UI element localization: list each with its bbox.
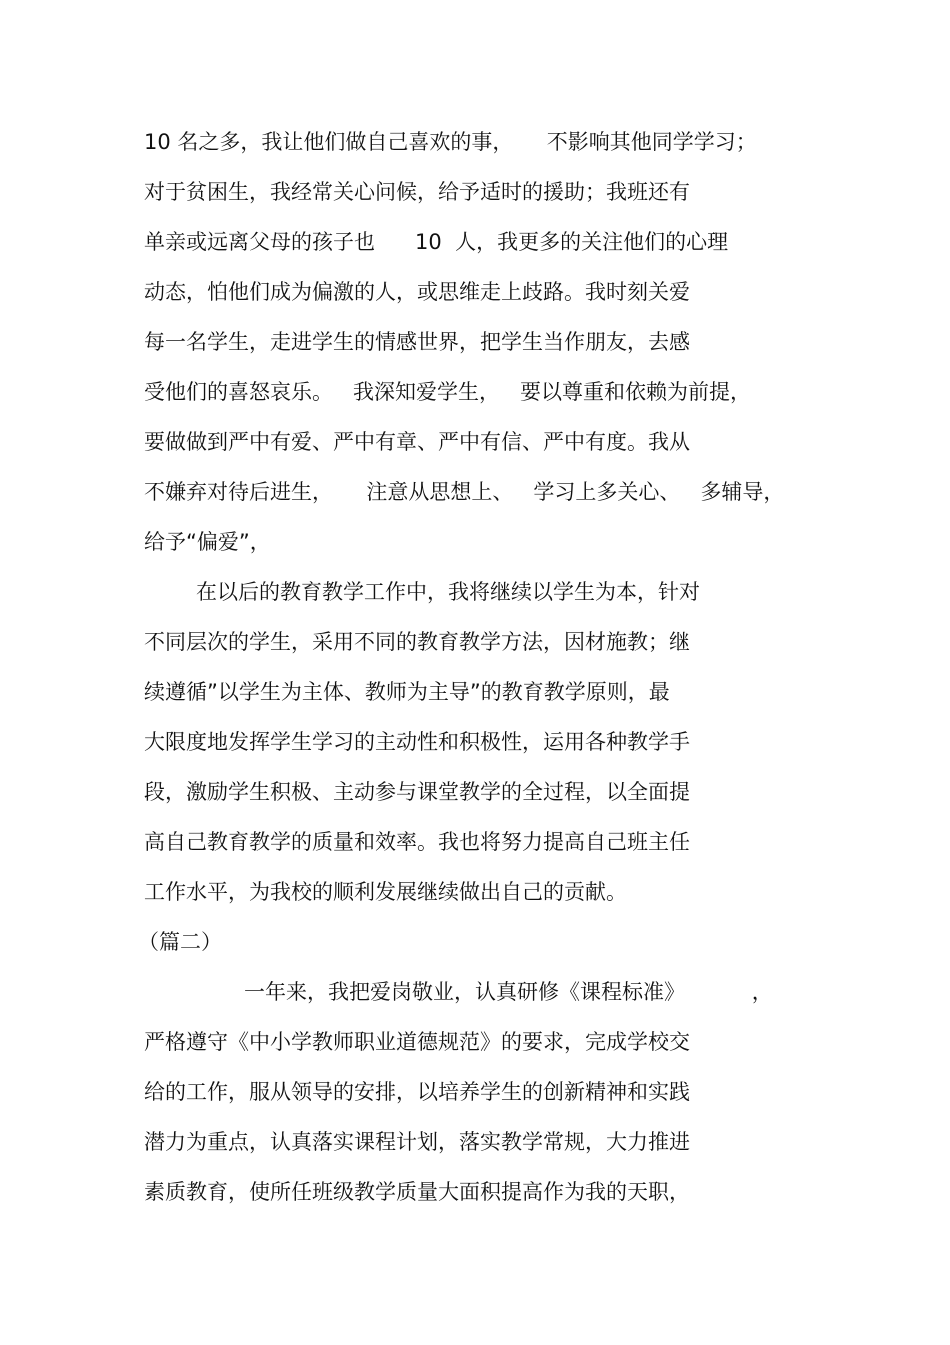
text-line: 素质教育，使所任班级教学质量大面积提高作为我的天职， [144,1180,690,1204]
text-line: 续遵循”以学生为主体、教师为主导”的教育教学原则，最 [144,680,670,704]
text-line: 单亲或远离父母的孩子也 10 人，我更多的关注他们的心理 [144,230,729,254]
text-line: 不嫌弃对待后进生， 注意从思想上、 学习上多关心、 多辅导， [144,480,785,504]
text-line: 段，激励学生积极、主动参与课堂教学的全过程，以全面提 [144,780,690,804]
text-line: 要做做到严中有爱、严中有章、严中有信、严中有度。我从 [144,430,690,454]
text-line: 严格遵守《中小学教师职业道德规范》的要求，完成学校交 [144,1030,690,1054]
text-line: 不同层次的学生，采用不同的教育教学方法，因材施教；继 [144,630,690,654]
text-line: 每一名学生，走进学生的情感世界，把学生当作朋友，去感 [144,330,690,354]
text-line: 给予“偏爱”， [144,530,271,554]
text-line: 大限度地发挥学生学习的主动性和积极性，运用各种教学手 [144,730,690,754]
text-line: 高自己教育教学的质量和效率。我也将努力提高自己班主任 [144,830,690,854]
text-line: 10 名之多，我让他们做自己喜欢的事， 不影响其他同学学习； [144,130,757,154]
text-line: 动态，怕他们成为偏激的人，或思维走上歧路。我时刻关爱 [144,280,690,304]
text-line: 受他们的喜怒哀乐。 我深知爱学生， 要以尊重和依赖为前提， [144,380,752,404]
paragraph-first-line: 一年来，我把爱岗敬业，认真研修《课程标准》 ， [244,980,773,1004]
text-line: 工作水平，为我校的顺利发展继续做出自己的贡献。 [144,880,627,904]
text-line: 潜力为重点，认真落实课程计划，落实教学常规，大力推进 [144,1130,690,1154]
text-line: 对于贫困生，我经常关心问候，给予适时的援助；我班还有 [144,180,690,204]
section-heading: （篇二） [138,930,222,954]
text-line: 给的工作，服从领导的安排，以培养学生的创新精神和实践 [144,1080,690,1104]
paragraph-first-line: 在以后的教育教学工作中，我将继续以学生为本，针对 [196,580,700,604]
